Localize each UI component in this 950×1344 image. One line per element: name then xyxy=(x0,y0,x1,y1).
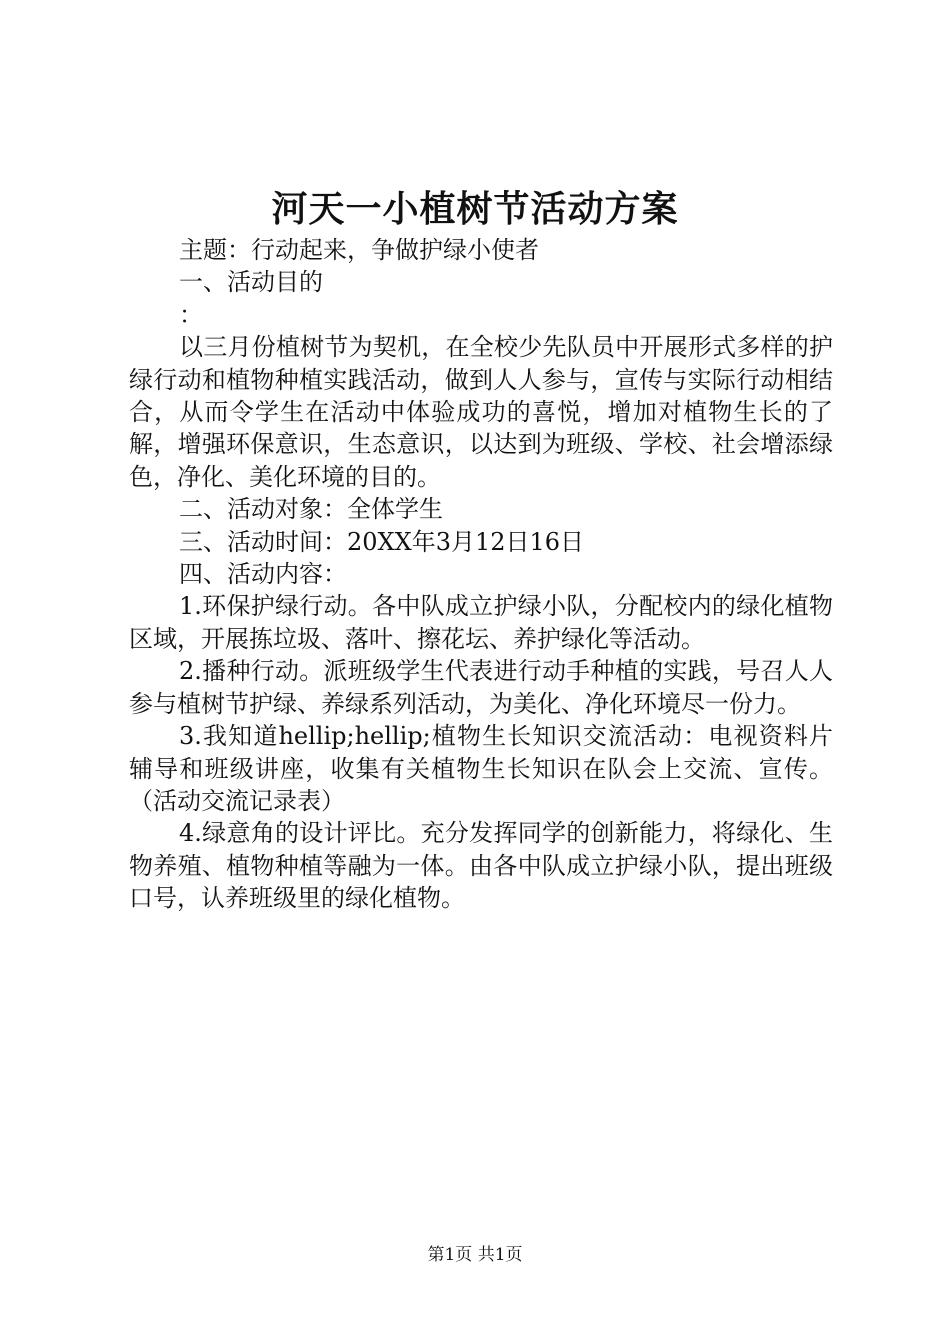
document-title: 河天一小植树节活动方案 xyxy=(271,188,679,230)
section-heading-purpose: 一、活动目的 xyxy=(179,268,323,297)
content-item-3: 3.我知道hellip;hellip;植物生长知识交流活动：电视资料片辅导和班级讲座，收集有关植物生长知识在队会上交流、宣传。（活动交流记录表） xyxy=(129,722,833,815)
section-heading-time: 三、活动时间：20XX年3月12日16日 xyxy=(179,527,585,556)
theme-line: 主题：行动起来，争做护绿小使者 xyxy=(179,236,539,264)
purpose-paragraph: 以三月份植树节为契机，在全校少先队员中开展形式多样的护绿行动和植物种植实践活动，做到人人参与，宣传与实际行动相结合，从而令学生在活动中体验成功的喜悦，增加对植物生长的了解，增强环保意识，生态意识，以达到为班级、学校、社会增添绿色，净化、美化环境的目的。 xyxy=(129,333,833,491)
section-heading-audience: 二、活动对象：全体学生 xyxy=(179,495,443,524)
document-body xyxy=(129,234,833,915)
section-heading-content: 四、活动内容： xyxy=(179,560,347,589)
colon-line: ： xyxy=(179,300,203,329)
content-item-1: 1.环保护绿行动。各中队成立护绿小队，分配校内的绿化植物区域，开展拣垃圾、落叶、擦花坛、养护绿化等活动。 xyxy=(129,592,833,653)
content-item-2: 2.播种行动。派班级学生代表进行动手种植的实践，号召人人参与植树节护绿、养绿系列活动，为美化、净化环境尽一份力。 xyxy=(129,657,833,718)
content-item-4: 4.绿意角的设计评比。充分发挥同学的创新能力，将绿化、生物养殖、植物种植等融为一体。由各中队成立护绿小队，提出班级口号，认养班级里的绿化植物。 xyxy=(129,819,833,913)
page-footer: 第1页 共1页 xyxy=(427,1245,523,1265)
